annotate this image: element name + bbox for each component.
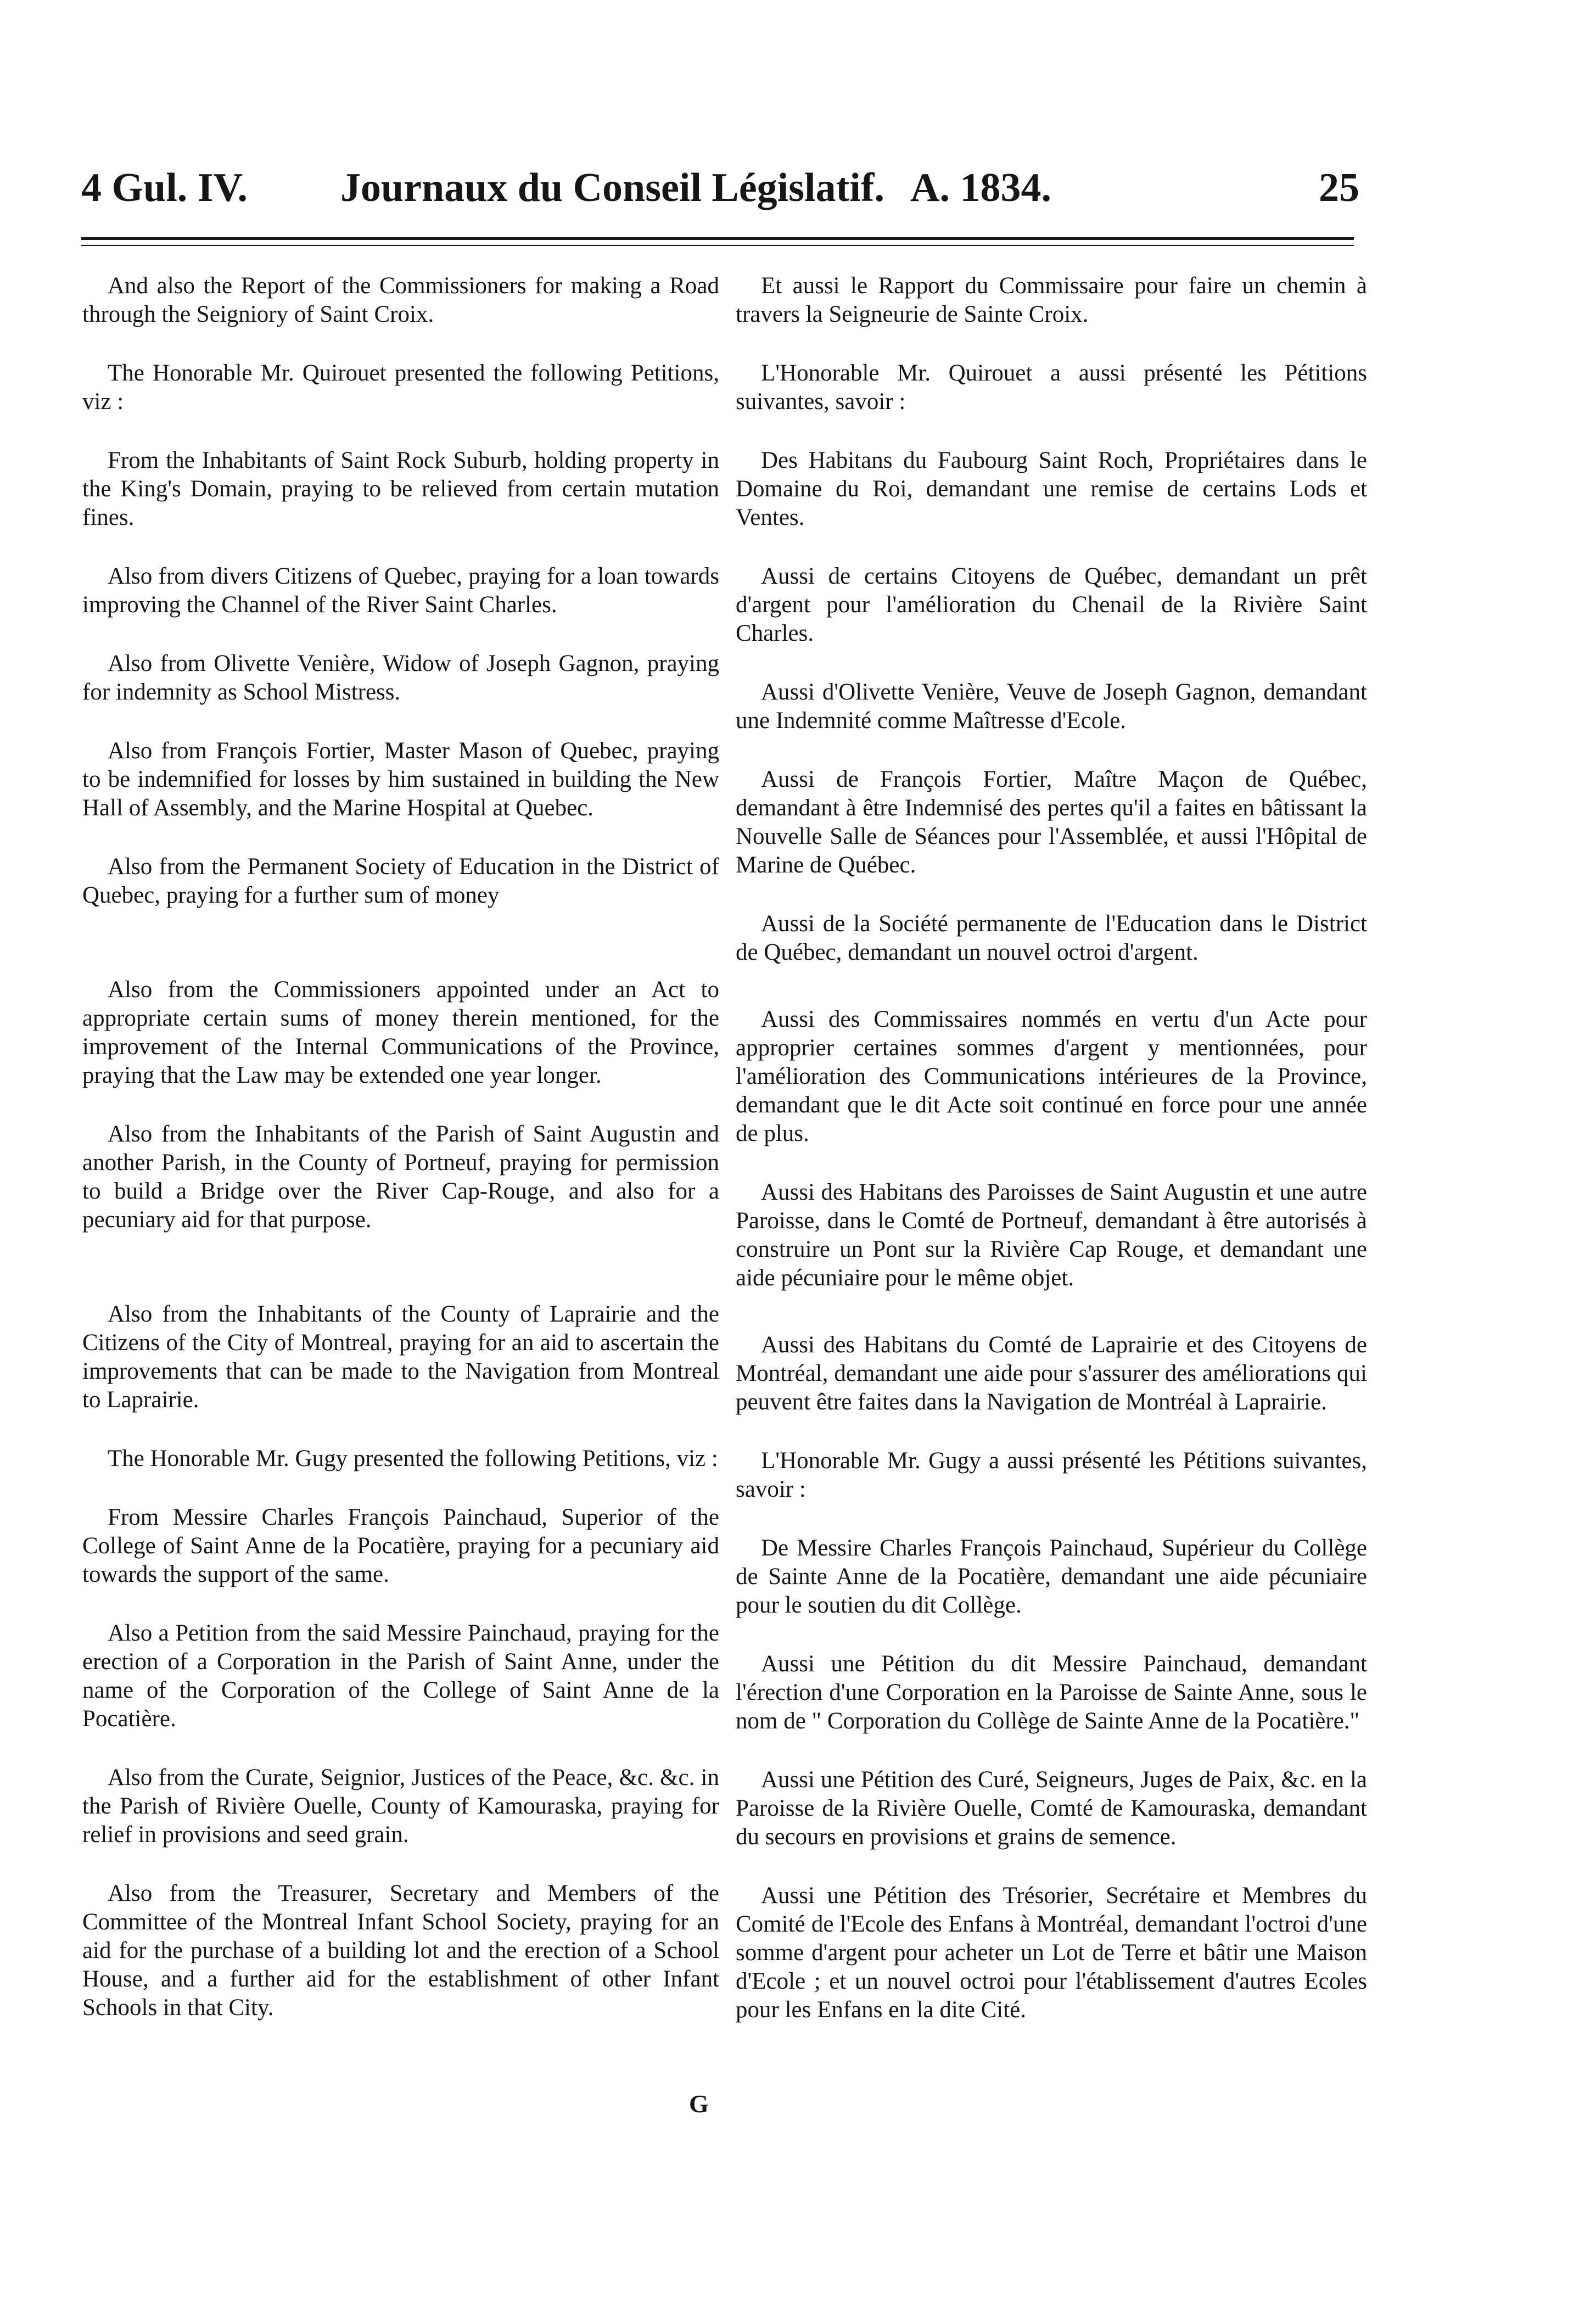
page-number: 25 xyxy=(1319,165,1359,210)
en-paragraph: Also from François Fortier, Master Mason of Quebec, praying to be indemnified for losses by him sustained in building the New Hall of Assembly, and the Marine Hospital at Quebec. xyxy=(82,738,719,821)
en-paragraph: Also from the Curate, Seignior, Justices of the Peace, &c. &c. in the Parish of Rivière Ouelle, County of Kamouraska, praying for relief in provisions and seed grain. xyxy=(82,1765,719,1848)
regnal-year: 4 Gul. IV. xyxy=(81,165,248,210)
english-column xyxy=(82,272,719,2022)
fr-paragraph: Aussi d'Olivette Venière, Veuve de Joseph Gagnon, demandant une Indemnité comme Maîtresse d'Ecole. xyxy=(736,679,1367,734)
header-rule-thin xyxy=(81,245,1354,246)
en-paragraph: The Honorable Mr. Gugy presented the following Petitions, viz : xyxy=(108,1446,718,1471)
publication-year: A. 1834. xyxy=(910,165,1051,210)
en-paragraph: Also from the Inhabitants of the Parish of Saint Augustin and another Parish, in the County of Portneuf, praying for permission to build a Bridge over the River Cap-Rouge, and also for a pecuniary aid for that purpose. xyxy=(82,1121,719,1233)
en-paragraph: Also from the Treasurer, Secretary and Members of the Committee of the Montreal Infant School Society, praying for an aid for the purchase of a building lot and the erection of a School House, and a further aid for the establishment of other Infant Schools in that City. xyxy=(82,1881,719,2021)
fr-paragraph: Aussi des Habitans des Paroisses de Saint Augustin et une autre Paroisse, dans le Comté de Portneuf, demandant à être autorisés à construire un Pont sur la Rivière Cap Rouge, et demandant une aide pécuniaire pour le même objet. xyxy=(736,1179,1367,1291)
header-rule-thick xyxy=(81,237,1354,240)
fr-paragraph: Aussi de la Société permanente de l'Education dans le District de Québec, demandant un nouvel octroi d'argent. xyxy=(736,911,1367,965)
en-paragraph: Also from the Permanent Society of Education in the District of Quebec, praying for a further sum of money xyxy=(82,854,719,908)
fr-paragraph: Aussi une Pétition des Trésorier, Secrétaire et Membres du Comité de l'Ecole des Enfans à Montréal, demandant l'octroi d'une somme d'argent pour acheter un Lot de Terre et bâtir une Maison d'Ecole ; et un nouvel octroi pour l'établissement d'autres Ecoles pour les Enfans en la dite Cité. xyxy=(736,1883,1367,2023)
fr-paragraph: Aussi de François Fortier, Maître Maçon de Québec, demandant à être Indemnisé des pertes qu'il a faites en bâtissant la Nouvelle Salle de Séances pour l'Assemblée, et aussi l'Hôpital de Marine de Québec. xyxy=(736,766,1367,878)
en-paragraph: And also the Report of the Commissioners for making a Road through the Seigniory of Saint Croix. xyxy=(82,273,719,327)
fr-paragraph: Aussi une Pétition du dit Messire Painchaud, demandant l'érection d'une Corporation en la Paroisse de Sainte Anne, sous le nom de " Corporation du Collège de Sainte Anne de la Pocatière." xyxy=(736,1651,1367,1734)
fr-paragraph: De Messire Charles François Painchaud, Supérieur du Collège de Sainte Anne de la Pocatière, demandant une aide pécuniaire pour le soutien du dit Collège. xyxy=(736,1535,1367,1618)
en-paragraph: Also from the Inhabitants of the County of Laprairie and the Citizens of the City of Montreal, praying for an aid to ascertain the improvements that can be made to the Navigation from Montreal to Laprairie. xyxy=(82,1301,719,1413)
en-paragraph: Also a Petition from the said Messire Painchaud, praying for the erection of a Corporation in the Parish of Saint Anne, under the name of the Corporation of the College of Saint Anne de la Pocatière. xyxy=(82,1620,719,1732)
fr-paragraph: L'Honorable Mr. Quirouet a aussi présenté les Pétitions suivantes, savoir : xyxy=(736,360,1367,415)
fr-paragraph: Aussi des Commissaires nommés en vertu d'un Acte pour approprier certaines sommes d'argent y mentionnées, pour l'amélioration des Communications intérieures de la Province, demandant que le dit Acte soit continué en force pour une année de plus. xyxy=(736,1006,1367,1146)
en-paragraph: From Messire Charles François Painchaud, Superior of the College of Saint Anne de la Pocatière, praying for a pecuniary aid towards the support of the same. xyxy=(82,1504,719,1587)
fr-paragraph: Aussi des Habitans du Comté de Laprairie et des Citoyens de Montréal, demandant une aide pour s'assurer des améliorations qui peuvent être faites dans la Navigation de Montréal à Laprairie. xyxy=(736,1332,1367,1415)
journal-title: Journaux du Conseil Législatif. xyxy=(340,165,884,210)
en-paragraph: Also from Olivette Venière, Widow of Joseph Gagnon, praying for indemnity as School Mistress. xyxy=(82,651,719,705)
fr-paragraph: Des Habitans du Faubourg Saint Roch, Propriétaires dans le Domaine du Roi, demandant une remise de certains Lods et Ventes. xyxy=(736,447,1367,530)
fr-paragraph: L'Honorable Mr. Gugy a aussi présenté les Pétitions suivantes, savoir : xyxy=(736,1448,1367,1502)
french-column xyxy=(736,272,1367,2024)
fr-paragraph: Et aussi le Rapport du Commissaire pour faire un chemin à travers la Seigneurie de Sainte Croix. xyxy=(736,273,1367,327)
en-paragraph: From the Inhabitants of Saint Rock Suburb, holding property in the King's Domain, praying to be relieved from certain mutation fines. xyxy=(82,447,719,530)
en-paragraph: Also from the Commissioners appointed under an Act to appropriate certain sums of money therein mentioned, for the improvement of the Internal Communications of the Province, praying that the Law may be extended one year longer. xyxy=(82,977,719,1088)
en-paragraph: The Honorable Mr. Quirouet presented the following Petitions, viz : xyxy=(82,360,719,415)
page-header xyxy=(81,165,1359,225)
fr-paragraph: Aussi de certains Citoyens de Québec, demandant un prêt d'argent pour l'amélioration du Chenail de la Rivière Saint Charles. xyxy=(736,563,1367,646)
fr-paragraph: Aussi une Pétition des Curé, Seigneurs, Juges de Paix, &c. en la Paroisse de la Rivière Ouelle, Comté de Kamouraska, demandant du secours en provisions et grains de semence. xyxy=(736,1767,1367,1850)
signature-mark: G xyxy=(689,2090,709,2118)
en-paragraph: Also from divers Citizens of Quebec, praying for a loan towards improving the Channel of the River Saint Charles. xyxy=(82,563,719,618)
